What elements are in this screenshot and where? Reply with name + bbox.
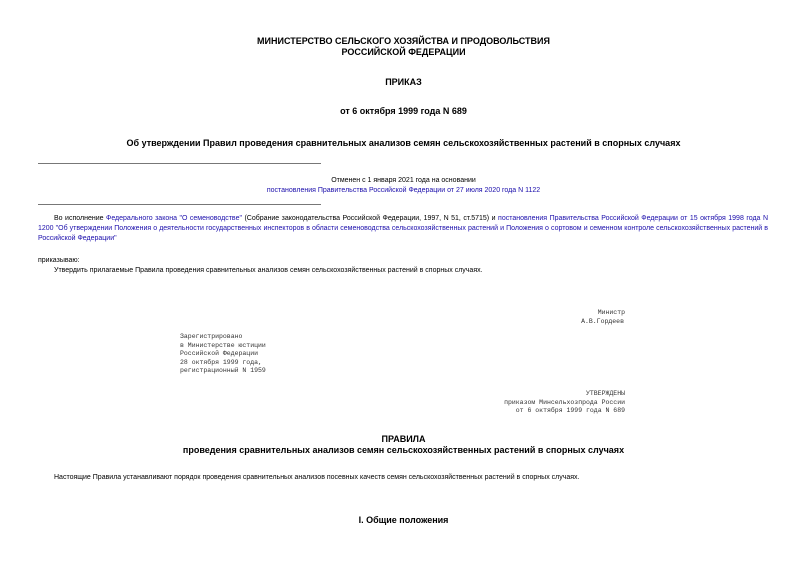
preamble-paragraph	[38, 214, 768, 244]
preamble-text-1: Во исполнение	[54, 215, 106, 222]
preamble-text-2: (Собрание законодательства Российской Федерации, 1997, N 51, ст.5715) и	[241, 215, 499, 222]
approve-text: Утвердить прилагаемые Правила проведения сравнительных анализов семян сельскохозяйственных растений в спорных случаях.	[54, 267, 483, 274]
signature-name: А.В.Гордеев	[581, 318, 624, 325]
section-heading: I. Общие положения	[358, 515, 449, 525]
registration-line3: Российской Федерации	[180, 350, 259, 357]
divider-top	[38, 163, 321, 164]
rules-subtitle: проведения сравнительных анализов семян сельскохозяйственных растений в спорных случаях	[182, 445, 625, 455]
divider-bottom	[38, 204, 321, 205]
order-subject: Об утверждении Правил проведения сравнительных анализов семян сельскохозяйственных растений в спорных случаях	[126, 138, 681, 148]
approved-line2: приказом Минсельхозпрода России	[504, 398, 625, 406]
registration-line2: в Министерстве юстиции	[180, 341, 266, 349]
registration-line4: 28 октября 1999 года,	[180, 358, 262, 366]
signature-block	[598, 309, 625, 318]
rules-intro: Настоящие Правила устанавливают порядок проведения сравнительных анализов посевных качеств семян сельскохозяйственных растений в спорных случаях.	[54, 474, 580, 481]
registration-line1: Зарегистрировано	[180, 333, 243, 340]
cancellation-link[interactable]: постановления Правительства Российской Федерации от 27 июля 2020 года N 1122	[266, 187, 541, 194]
approved-line1: УТВЕРЖДЕНЫ	[585, 390, 625, 397]
order-word: приказываю:	[38, 257, 80, 264]
cancellation-note: Отменен с 1 января 2021 года на основании	[331, 177, 476, 184]
document-type: ПРИКАЗ	[385, 77, 422, 87]
approved-line3: от 6 октября 1999 года N 689	[515, 407, 625, 414]
government-decree-link[interactable]: постановления Правительства Российской Федерации от 15 октября 1998 года N 1200 "Об утверждении Положения о деятельности государственных инспекторов в области семеноводства сельскохозяйственных растений и Положения о сортовом и семенном контроле сельскохозяйственных растений в Российской Федерации"	[38, 215, 768, 242]
signature-title: Министр	[597, 309, 625, 316]
registration-line5: регистрационный N 1959	[180, 367, 266, 374]
ministry-name-line1: МИНИСТЕРСТВО СЕЛЬСКОГО ХОЗЯЙСТВА И ПРОДОВОЛЬСТВИЯ	[257, 36, 550, 46]
rules-title: ПРАВИЛА	[381, 434, 426, 444]
federal-law-link[interactable]: Федерального закона "О семеноводстве"	[106, 215, 242, 222]
ministry-name-line2: РОССИЙСКОЙ ФЕДЕРАЦИИ	[341, 47, 466, 57]
order-date-number: от 6 октября 1999 года N 689	[340, 106, 467, 116]
